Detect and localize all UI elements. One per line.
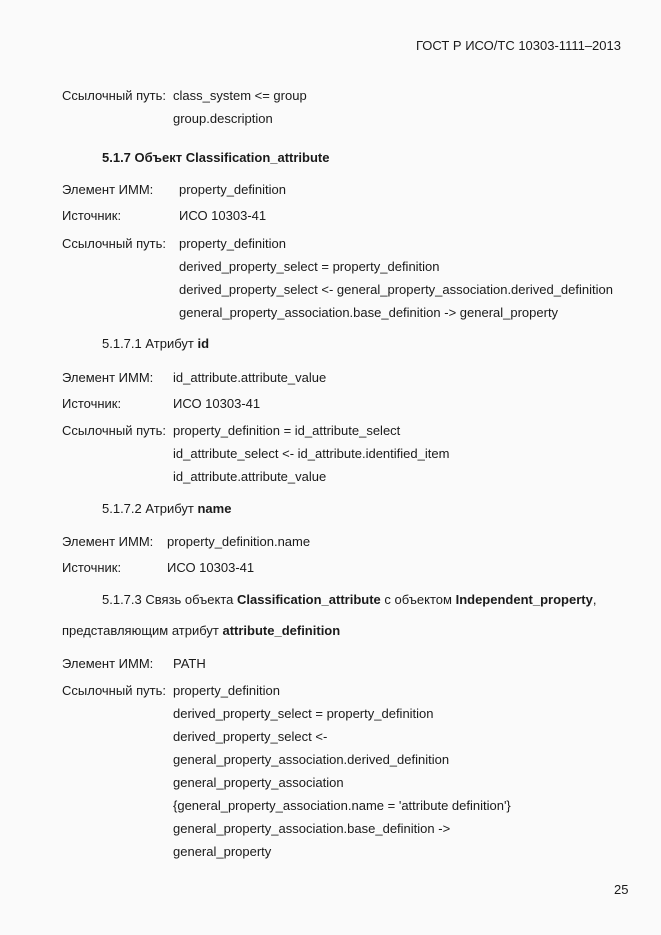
- ref-path-line: id_attribute.attribute_value: [173, 469, 327, 484]
- ref-path-label: Ссылочный путь:: [62, 423, 166, 438]
- source-value: ИСО 10303-41: [167, 560, 255, 575]
- ref-path-line: derived_property_select <-: [173, 729, 328, 744]
- ref-path-line: class_system <= group: [173, 88, 307, 103]
- ref-path-line: property_definition: [173, 683, 280, 698]
- section-number: 5.1.7: [102, 150, 131, 165]
- ref-path-line: group.description: [173, 111, 273, 126]
- heading-punct: ,: [592, 592, 597, 607]
- section-heading-5-1-7-2: [102, 501, 231, 517]
- element-label: Элемент ИММ:: [62, 182, 154, 197]
- attribute-name: attribute_definition: [222, 623, 341, 638]
- ref-path-line: general_property_association.base_definition -> general_property: [179, 305, 559, 320]
- section-prefix: Объект: [134, 150, 183, 165]
- section-prefix: Атрибут: [145, 336, 194, 351]
- page-number: 25: [614, 882, 629, 897]
- ref-path-line: derived_property_select = property_definition: [173, 706, 434, 721]
- element-label: Элемент ИММ:: [62, 534, 154, 549]
- section-heading-5-1-7-3: [102, 592, 596, 608]
- ref-path-line: {general_property_association.name = 'attribute definition'}: [173, 798, 511, 813]
- element-value: property_definition: [179, 182, 286, 197]
- element-label: Элемент ИММ:: [62, 370, 154, 385]
- element-label: Элемент ИММ:: [62, 656, 154, 671]
- ref-path-line: derived_property_select = property_definition: [179, 259, 440, 274]
- section-heading-5-1-7-3-cont: [62, 623, 340, 639]
- source-label: Источник:: [62, 396, 122, 411]
- element-value: PATH: [173, 656, 206, 671]
- ref-path-line: derived_property_select <- general_property_association.derived_definition: [179, 282, 613, 297]
- section-number: 5.1.7.2: [102, 501, 142, 516]
- section-number: 5.1.7.1: [102, 336, 142, 351]
- ref-path-line: id_attribute_select <- id_attribute.identified_item: [173, 446, 450, 461]
- heading-text: с объектом: [384, 592, 452, 607]
- heading-text: представляющим атрибут: [62, 623, 219, 638]
- source-value: ИСО 10303-41: [179, 208, 267, 223]
- source-label: Источник:: [62, 208, 122, 223]
- ref-path-label: Ссылочный путь:: [62, 236, 166, 251]
- ref-path-line: general_property_association.base_definition ->: [173, 821, 451, 836]
- element-value: property_definition.name: [167, 534, 311, 549]
- document-standard-id: ГОСТ Р ИСО/ТС 10303-1111–2013: [416, 38, 621, 53]
- ref-path-line: property_definition = id_attribute_select: [173, 423, 401, 438]
- ref-path-line: general_property: [173, 844, 272, 859]
- ref-path-label: Ссылочный путь:: [62, 88, 166, 103]
- section-heading-5-1-7: [102, 150, 330, 166]
- heading-text: Связь объекта: [145, 592, 234, 607]
- source-label: Источник:: [62, 560, 122, 575]
- attribute-name: id: [197, 336, 210, 351]
- source-value: ИСО 10303-41: [173, 396, 261, 411]
- ref-path-line: general_property_association: [173, 775, 344, 790]
- section-prefix: Атрибут: [145, 501, 194, 516]
- ref-path-label: Ссылочный путь:: [62, 683, 166, 698]
- attribute-name: name: [197, 501, 232, 516]
- ref-path-line: property_definition: [179, 236, 286, 251]
- element-value: id_attribute.attribute_value: [173, 370, 327, 385]
- ref-path-line: general_property_association.derived_definition: [173, 752, 450, 767]
- entity-name: Independent_property: [455, 592, 593, 607]
- section-heading-5-1-7-1: [102, 336, 209, 352]
- entity-name: Classification_attribute: [237, 592, 381, 607]
- section-number: 5.1.7.3: [102, 592, 142, 607]
- section-entity-name: Classification_attribute: [185, 150, 330, 165]
